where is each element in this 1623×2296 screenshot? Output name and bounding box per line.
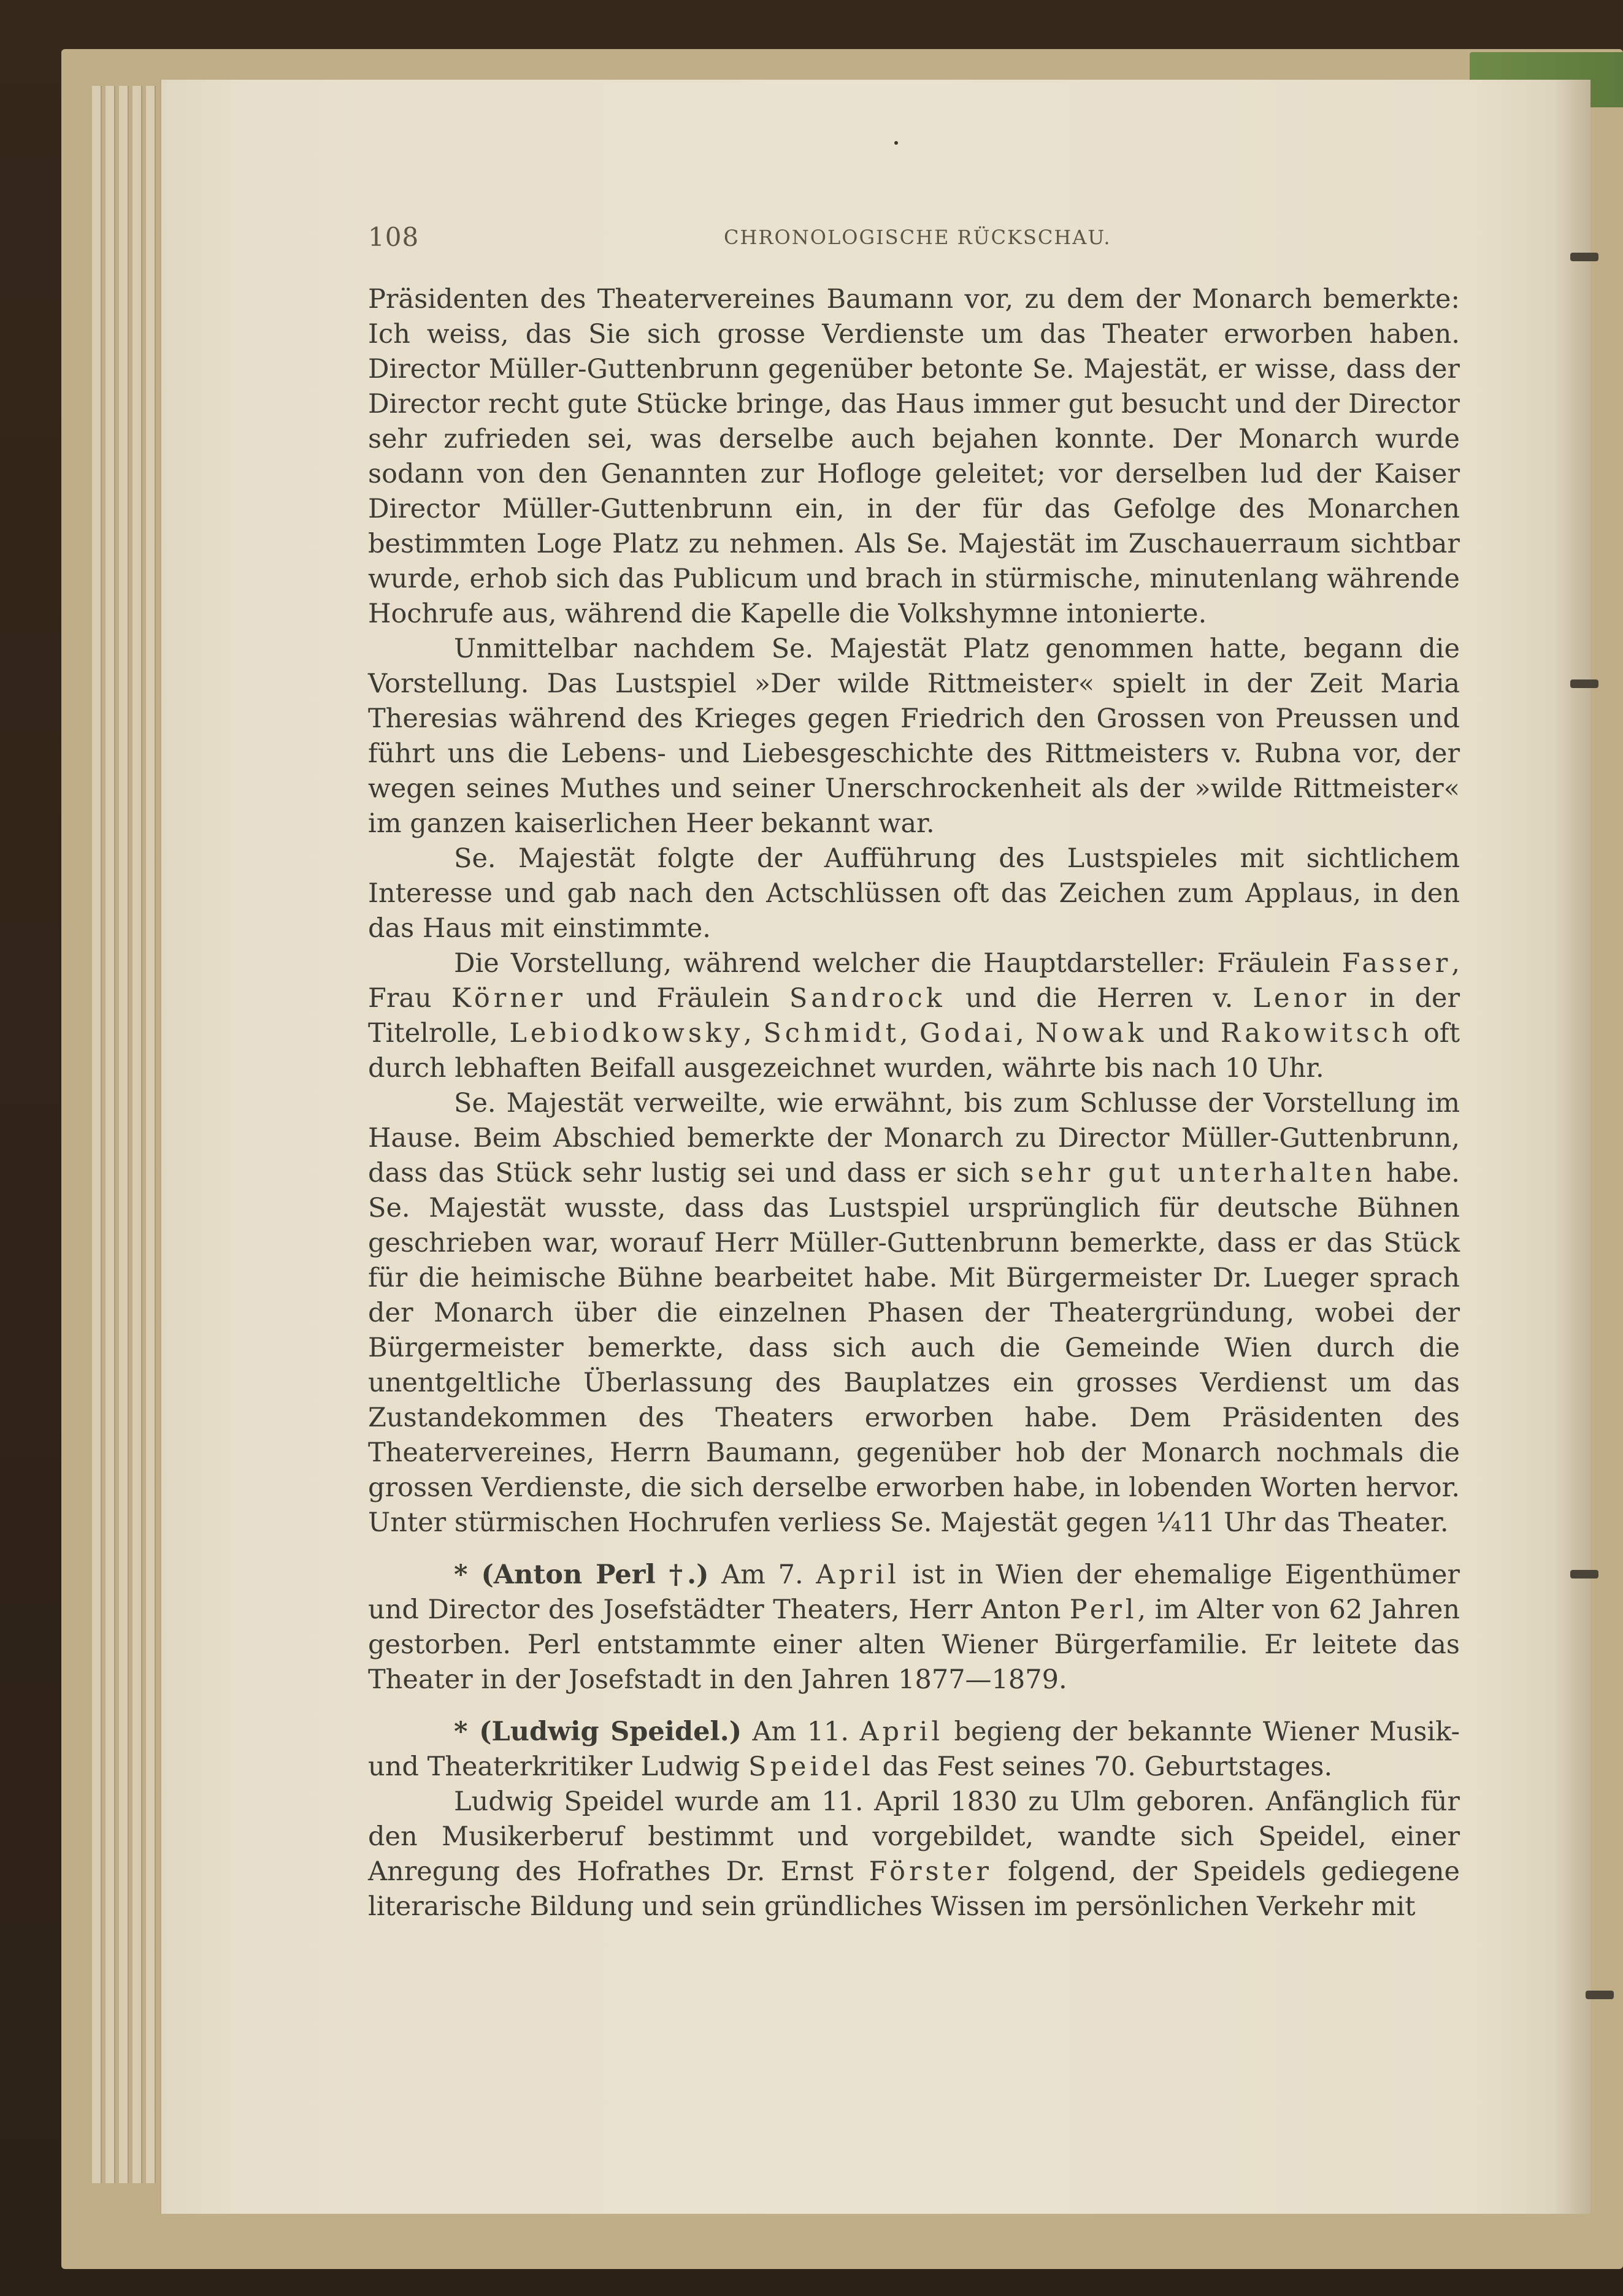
paragraph [368,946,1460,1086]
paragraph [368,1785,1460,1924]
fraction: ¼ [1156,1507,1182,1538]
binding-tab [1570,253,1598,261]
text-run: und [1147,1018,1221,1049]
text-run: begieng der bekannte Wiener Musik- und Theaterkritiker Ludwig [368,1716,1460,1782]
text-run: Se. Majestät verweilte, wie erwähnt, bis zum Schlusse der Vorstellung im Hause. Beim Abschied bemerkte der Monarch zu Director Müller-Guttenbrunn, dass das Stück sehr lustig sei und dass er sich [368,1088,1460,1188]
text-run: und die Herren v. [945,983,1253,1014]
performer-name: Godai [919,1018,1016,1049]
text-run: , [899,1018,919,1049]
text-run: , Frau [368,948,1460,1014]
performer-name: Nowak [1035,1018,1148,1049]
performer-name: Lebiodkowsky [509,1018,744,1049]
text-run: , [743,1018,764,1049]
text-run: habe. Se. Majestät wusste, dass das Lustspiel ursprünglich für deutsche Bühnen geschrieben war, worauf Herr Müller-Guttenbrunn bemerkte, dass er das Stück für die heimische Bühne bearbeitet habe. Mit Bürgermeister Dr. Lueger sprach der Monarch über die einzelnen Phasen der Theatergründung, wobei der Bürgermeister bemerkte, dass sich auch die Gemeinde Wien durch die unentgeltliche Überlassung des Bauplatzes ein grosses Verdienst um das Zustandekommen des Theaters erworben habe. Dem Präsidenten des Theatervereines, Herrn Baumann, gegenüber hob der Monarch nochmals die grossen Verdienste, die sich derselbe erworben habe, in lobenden Worten hervor. Unter stürmischen Hochrufen verliess Se. Majestät gegen [368,1158,1460,1538]
text-run: Am 11. [742,1716,860,1747]
paragraph: Unmittelbar nachdem Se. Majestät Platz genommen hatte, begann die Vorstellung. Das Lustspiel »Der wilde Rittmeister« spielt in der Zeit Maria Theresias während des Krieges gegen Friedrich den Grossen von Preussen und führt uns die Lebens- und Liebesgeschichte des Rittmeisters v. Rubna vor, der wegen seines Muthes und seiner Unerschrockenheit als der »wilde Rittmeister« im ganzen kaiserlichen Heer bekannt war. [368,633,1460,839]
performer-name: Sandrock [789,983,946,1014]
month: April [816,1559,900,1590]
page-stack-edge [106,86,115,2183]
text-run: , im Alter von 62 Jahren gestorben. Perl entstammte einer alten Wiener Bürgerfamilie. Er leitete das Theater in der Josefstadt in den Jahren 1877—1879. [368,1594,1460,1695]
performer-name: Rakowitsch [1220,1018,1413,1049]
page-stack-edge [119,86,129,2183]
emphasized-quote: sehr gut unterhalten [1020,1158,1376,1188]
paragraph [368,1086,1460,1540]
entry-title: * (Ludwig Speidel.) [454,1716,742,1747]
binding-tab [1570,1570,1598,1578]
text-run: folgend, der Speidels gediegene literarische Bildung und sein gründliches Wissen im persönlichen Verkehr mit [368,1856,1460,1922]
person-name: Speidel [748,1751,874,1782]
paragraph: Präsidenten des Theatervereines Baumann vor, zu dem der Monarch bemerkte: Ich weiss, das Sie sich grosse Verdienste um das Theater erworben haben. Director Müller-Guttenbrunn gegenüber betonte Se. Majestät, er wisse, dass der Director recht gute Stücke bringe, das Haus immer gut besucht und der Director sehr zufrieden sei, was derselbe auch bejahen konnte. Der Monarch wurde sodann von den Genannten zur Hofloge geleitet; vor derselben lud der Kaiser Director Müller-Guttenbrunn ein, in der für das Gefolge des Monarchen bestimmten Loge Platz zu nehmen. Als Se. Majestät im Zuschauerraum sichtbar wurde, erhob sich das Publicum und brach in stürmische, minutenlang währende Hochrufe aus, während die Kapelle die Volkshymne intonierte. [368,284,1460,629]
text-run: oft durch lebhaften Beifall ausgezeichnet wurden, währte bis nach 10 Uhr. [368,1018,1460,1084]
running-head: CHRONOLOGISCHE RÜCKSCHAU. [724,226,1111,249]
binding-tab [1586,1991,1614,1999]
ink-speck [894,141,898,145]
page-body [368,282,1460,1924]
person-name: Förster [869,1856,992,1887]
gutter-shadow [1554,80,1590,2214]
obituary-entry [368,1558,1460,1697]
page-stack-edge [92,86,102,2183]
text-run: und Fräulein [566,983,789,1014]
text-run: 11 Uhr das Theater. [1181,1507,1449,1538]
anniversary-entry [368,1715,1460,1785]
text-run: in der Titelrolle, [368,983,1460,1049]
performer-name: Schmidt [763,1018,900,1049]
performer-name: Lenor [1253,983,1350,1014]
entry-title: * (Anton Perl †.) [454,1559,709,1590]
performer-name: Fasser [1341,948,1452,979]
text-run: das Fest seines 70. Geburtstages. [873,1751,1333,1782]
month: April [859,1716,944,1747]
paragraph: Se. Majestät folgte der Aufführung des Lustspieles mit sichtlichem Interesse und gab nach den Actschlüssen oft das Zeichen zum Applaus, in den das Haus mit einstimmte. [368,843,1460,944]
text-run: ist in Wien der ehemalige Eigenthümer und Director des Josefstädter Theaters, Herr Anton [368,1559,1460,1625]
binding-tab [1570,679,1598,688]
text-run: Ludwig Speidel wurde am 11. April 1830 zu Ulm geboren. Anfänglich für den Musikerberuf bestimmt und vorgebildet, wandte sich Speidel, einer Anregung des Hofrathes Dr. Ernst [368,1786,1460,1887]
person-name: Perl [1069,1594,1138,1625]
page-header [368,222,1472,259]
page-stack-edge [146,86,156,2183]
page-number: 108 [368,222,420,252]
performer-name: Körner [451,983,567,1014]
text-run: Die Vorstellung, während welcher die Hauptdarsteller: Fräulein [454,948,1342,979]
page-stack-edge [132,86,142,2183]
text-run: Am 7. [708,1559,816,1590]
text-run: , [1016,1018,1036,1049]
